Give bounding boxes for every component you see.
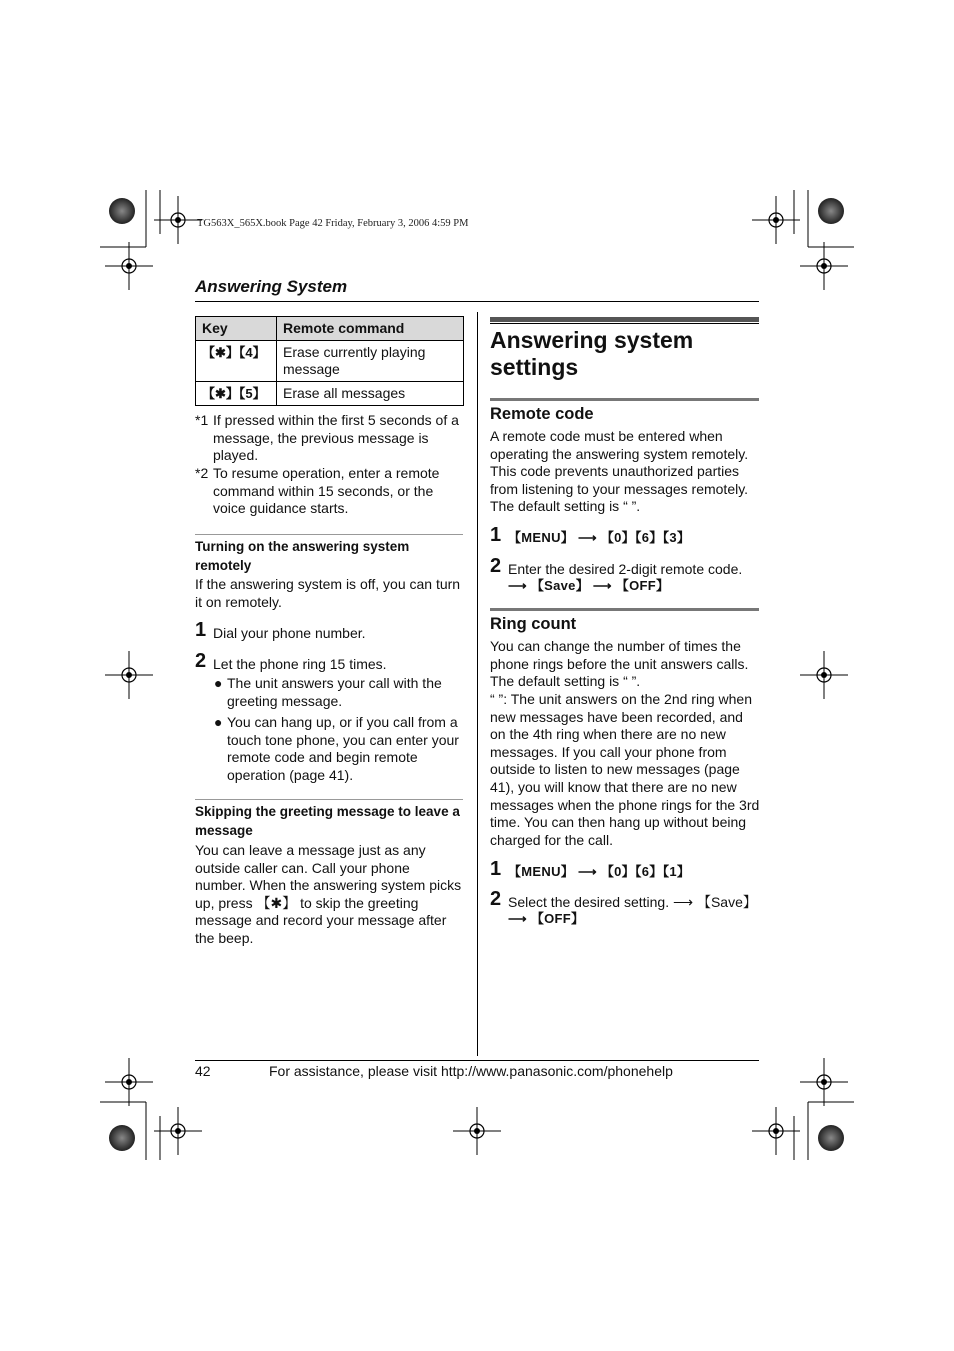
- ring-count-step-1: 【MENU】 ⟶ 【0】【6】【1】: [508, 864, 691, 879]
- page-number: 42: [195, 1063, 211, 1079]
- remote-code-heading: Remote code: [490, 405, 594, 423]
- list-item: ● You can hang up, or if you call from a touch tone phone, you can enter your remote code and begin remote operation (page 41).: [214, 714, 459, 783]
- header-rule: [195, 301, 759, 302]
- remote-code-body: A remote code must be entered when operating the answering system remotely. This code prevents unauthorized parties from listening to your messages remotely. The default setting is “ ”.: [490, 428, 749, 515]
- section-rule: [195, 534, 463, 535]
- registration-mark-icon: [752, 196, 800, 244]
- key-cell: 【✱】【5】: [196, 382, 277, 406]
- step-number: 1: [195, 619, 207, 641]
- header-key: Key: [196, 317, 277, 341]
- turn-on-intro: If the answering system is off, you can turn it on remotely.: [195, 576, 461, 610]
- turn-on-step-2: Let the phone ring 15 times.: [213, 656, 387, 672]
- section-rule: [490, 608, 759, 611]
- step-number: 2: [490, 888, 502, 910]
- footnote-text: To resume operation, enter a remote command within 15 seconds, or the voice guidance starts.: [213, 465, 440, 517]
- header-remote-command: Remote command: [277, 317, 464, 341]
- table-row: [196, 382, 464, 406]
- skip-heading: Skipping the greeting message to leave a message: [195, 804, 460, 838]
- remote-code-step-2: Enter the desired 2-digit remote code.: [508, 561, 743, 577]
- registration-mark-icon: [154, 1107, 202, 1155]
- registration-disc-icon: [109, 1125, 135, 1151]
- table-row: [196, 341, 464, 382]
- column-divider: [477, 312, 478, 1056]
- registration-mark-icon: [752, 1107, 800, 1155]
- remote-code-step-1: 【MENU】 ⟶ 【0】【6】【3】: [508, 530, 691, 545]
- ring-count-heading: Ring count: [490, 615, 577, 633]
- step-number: 2: [195, 650, 207, 672]
- ring-count-step-2-keys: ⟶ 【OFF】: [508, 911, 585, 926]
- registration-mark-icon: [105, 1058, 153, 1106]
- print-header: TG563X_565X.book Page 42 Friday, February 3, 2006 4:59 PM: [197, 218, 469, 229]
- page-title: Answering system settings: [490, 327, 694, 380]
- remote-command-table: [195, 316, 464, 406]
- footnote-1: [195, 412, 465, 465]
- list-item: ● The unit answers your call with the greeting message.: [214, 675, 442, 709]
- footnote-2: [195, 465, 465, 518]
- turn-on-heading: Turning on the answering system remotely: [195, 539, 410, 573]
- ring-count-step-2: Select the desired setting. ⟶ 【Save】: [508, 894, 757, 910]
- bullet-marker: ●: [214, 675, 223, 691]
- footnote-marker: *1: [195, 412, 209, 428]
- registration-disc-icon: [818, 1125, 844, 1151]
- section-rule: [490, 398, 759, 401]
- command-cell: Erase all messages: [277, 382, 464, 406]
- registration-mark-icon: [800, 242, 848, 290]
- registration-mark-icon: [154, 196, 202, 244]
- ring-count-body: You can change the number of times the phone rings before the unit answers calls. The default setting is “ ”.: [490, 638, 749, 690]
- step-number: 1: [490, 524, 502, 546]
- title-rule: [490, 323, 759, 324]
- footnote-text: If pressed within the first 5 seconds of a message, the previous message is played.: [213, 412, 459, 464]
- command-cell: Erase currently playing message: [277, 341, 464, 382]
- section-rule: [195, 799, 463, 800]
- section-title: Answering System: [195, 277, 348, 296]
- skip-body: You can leave a message just as any outside caller can. Call your phone number. When the answering system picks up, press 【✱】 to skip the greeting message and record your message after the beep.: [195, 842, 462, 946]
- bullet-marker: ●: [214, 714, 223, 730]
- step-number: 2: [490, 555, 502, 577]
- key-cell: 【✱】【4】: [196, 341, 277, 382]
- step-number: 1: [490, 858, 502, 880]
- registration-mark-icon: [105, 651, 153, 699]
- table-header-row: [196, 317, 464, 341]
- registration-mark-icon: [453, 1107, 501, 1155]
- ring-count-detail: “ ”: The unit answers on the 2nd ring when new messages have been recorded, and on the 4th ring when there are no new messages. If you call your phone from outside to listen to new messages (page 41), you will know that there are no new messages when the phone rings for the 3rd time. You can then hang up without being charged for the call.: [490, 691, 760, 848]
- footer-rule: [195, 1060, 759, 1061]
- registration-mark-icon: [800, 1058, 848, 1106]
- registration-mark-icon: [105, 242, 153, 290]
- registration-mark-icon: [800, 651, 848, 699]
- turn-on-step-1: Dial your phone number.: [213, 625, 366, 641]
- footnote-marker: *2: [195, 465, 209, 481]
- registration-disc-icon: [818, 198, 844, 224]
- remote-code-step-2-keys: ⟶ 【Save】 ⟶ 【OFF】: [508, 578, 670, 593]
- registration-disc-icon: [109, 198, 135, 224]
- title-bar: [490, 317, 759, 322]
- footer-text: For assistance, please visit http://www.panasonic.com/phonehelp: [269, 1063, 673, 1079]
